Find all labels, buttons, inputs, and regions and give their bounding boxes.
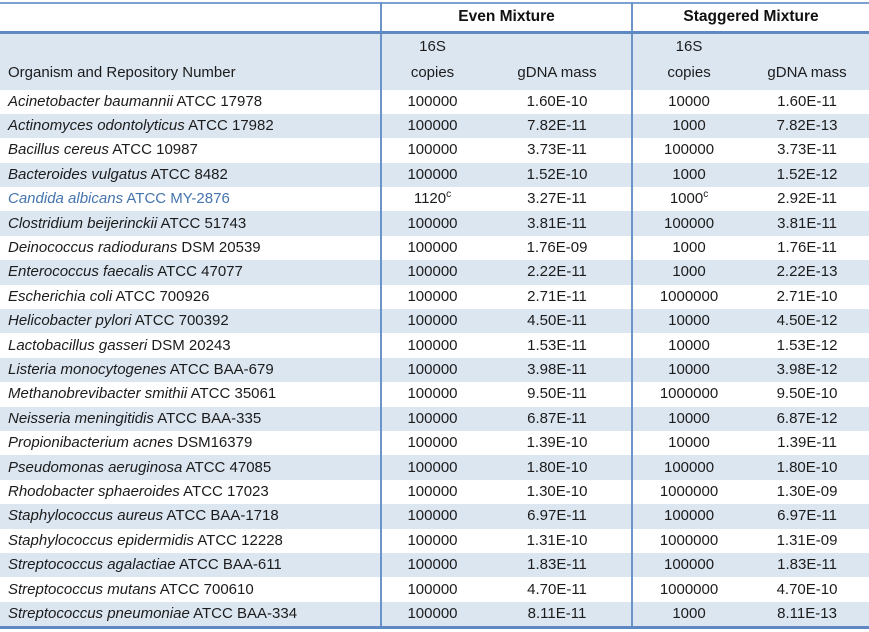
organism-name: Streptococcus agalactiae — [8, 556, 176, 574]
even-copies-cell: 100000 — [381, 382, 483, 406]
organism-id: ATCC BAA-679 — [166, 360, 274, 378]
organism-name: Methanobrevibacter smithii — [8, 385, 188, 403]
organism-name: Staphylococcus epidermidis — [8, 531, 194, 549]
stag-gdna-cell: 1.52E-12 — [776, 165, 838, 183]
organism-name: Streptococcus pneumoniae — [8, 604, 190, 622]
stag-copies-cell: 10000 — [632, 431, 745, 455]
organism-cell — [0, 602, 381, 628]
organism-cell — [0, 163, 381, 187]
stag-copies-cell: 100000 — [632, 553, 745, 577]
organism-id: ATCC 47085 — [182, 458, 272, 476]
organism-id: DSM 20243 — [147, 336, 231, 354]
table-row — [0, 529, 869, 553]
organism-cell — [0, 455, 381, 479]
organism-cell — [0, 187, 381, 211]
even-copies-cell: 100000 — [381, 480, 483, 504]
footnote-marker: c — [703, 189, 709, 201]
table-row — [0, 382, 869, 406]
even-gdna-cell: 4.70E-11 — [527, 580, 587, 598]
stag-copies-cell: 1000 — [632, 114, 745, 138]
stag-gdna-cell: 6.87E-12 — [776, 409, 838, 427]
stag-gdna-cell: 1.83E-11 — [777, 556, 837, 574]
even-copies-cell: 100000 — [381, 529, 483, 553]
organism-name: Lactobacillus gasseri — [8, 336, 148, 354]
stag-gdna-cell: 2.92E-11 — [777, 190, 837, 208]
stag-copies-cell: 100000 — [632, 455, 745, 479]
table-row — [0, 163, 869, 187]
organism-id: ATCC 10987 — [108, 141, 198, 159]
table-row — [0, 333, 869, 357]
organism-id: ATCC 17023 — [179, 482, 269, 500]
even-gdna-cell: 2.71E-11 — [527, 287, 587, 305]
mock-community-table — [0, 2, 869, 629]
even-copies-cell: 100000 — [381, 285, 483, 309]
organism-id: ATCC 700926 — [112, 287, 210, 305]
staggered-16s-copies-header — [632, 32, 745, 90]
even-copies-line: copies — [410, 63, 455, 81]
even-copies-cell: 100000 — [381, 211, 483, 235]
stag-copies-cell: 10000 — [632, 407, 745, 431]
table-row — [0, 602, 869, 628]
table-row — [0, 187, 869, 211]
sub-header-row — [0, 32, 869, 90]
even-gdna-cell: 4.50E-11 — [527, 312, 587, 330]
stag-gdna-cell: 1.80E-10 — [776, 458, 838, 476]
stag-copies-cell: 1000000 — [632, 529, 745, 553]
stag-copies-cell: 1000000 — [632, 480, 745, 504]
even-gdna-cell: 3.73E-11 — [527, 141, 587, 159]
organism-cell — [0, 90, 381, 114]
even-gdna-mass-header: gDNA mass — [517, 63, 597, 81]
organism-id: ATCC 47077 — [153, 263, 243, 281]
even-copies-cell: 100000 — [381, 236, 483, 260]
organism-cell — [0, 114, 381, 138]
stag-copies-cell: 1000 — [632, 236, 745, 260]
table-row — [0, 211, 869, 235]
table-row — [0, 480, 869, 504]
organism-id: ATCC 51743 — [157, 214, 247, 232]
stag-gdna-cell: 1.31E-09 — [776, 531, 838, 549]
even-gdna-cell: 3.81E-11 — [527, 214, 587, 232]
even-copies-cell: 100000 — [381, 333, 483, 357]
even-16s-copies-header — [381, 32, 483, 90]
stag-copies-cell: 1000000 — [632, 382, 745, 406]
even-copies-cell: 100000 — [381, 358, 483, 382]
table-row — [0, 309, 869, 333]
organism-name: Propionibacterium acnes — [8, 434, 174, 452]
stag-copies-cell: 100000 — [632, 138, 745, 162]
staggered-16s-line: 16S — [675, 37, 703, 55]
even-copies-cell: 100000 — [381, 309, 483, 333]
table-row — [0, 114, 869, 138]
stag-copies-cell: 1000 — [632, 260, 745, 284]
organism-name: Helicobacter pylori — [8, 312, 132, 330]
stag-gdna-cell: 1.30E-09 — [776, 482, 838, 500]
organism-cell — [0, 553, 381, 577]
stag-copies-cell: 10000 — [632, 309, 745, 333]
footnote-marker: c — [446, 189, 452, 201]
even-gdna-cell: 1.76E-09 — [526, 239, 588, 257]
organism-cell — [0, 285, 381, 309]
stag-gdna-cell: 7.82E-13 — [776, 117, 838, 135]
organism-cell — [0, 138, 381, 162]
even-16s-line: 16S — [419, 37, 446, 55]
table-row — [0, 260, 869, 284]
organism-name: Listeria monocytogenes — [8, 360, 167, 378]
organism-cell — [0, 260, 381, 284]
staggered-gdna-mass-header: gDNA mass — [767, 63, 847, 81]
organism-id: ATCC 700392 — [131, 312, 229, 330]
stag-gdna-cell: 2.22E-13 — [776, 263, 838, 281]
even-gdna-cell: 7.82E-11 — [527, 117, 587, 135]
organism-name: Enterococcus faecalis — [8, 263, 154, 281]
stag-gdna-cell: 3.73E-11 — [777, 141, 837, 159]
even-gdna-cell: 6.97E-11 — [527, 507, 587, 525]
table-body — [0, 90, 869, 628]
table-row — [0, 553, 869, 577]
organism-name: Escherichia coli — [8, 287, 113, 305]
organism-name: Rhodobacter sphaeroides — [8, 482, 180, 500]
even-copies-cell: 100000 — [381, 163, 483, 187]
even-gdna-cell: 1.30E-10 — [526, 482, 588, 500]
organism-name: Deinococcus radiodurans — [8, 239, 178, 257]
stag-gdna-cell: 4.50E-12 — [776, 312, 838, 330]
organism-id: ATCC 700610 — [156, 580, 254, 598]
organism-cell — [0, 333, 381, 357]
even-gdna-cell: 1.31E-10 — [526, 531, 588, 549]
table-row — [0, 358, 869, 382]
organism-id: ATCC BAA-611 — [175, 556, 282, 574]
organism-cell — [0, 504, 381, 528]
stag-copies-cell: 100000 — [632, 504, 745, 528]
organism-id: ATCC BAA-334 — [189, 604, 298, 622]
staggered-copies-line: copies — [667, 63, 711, 81]
even-copies-cell: 100000 — [381, 260, 483, 284]
table-row — [0, 138, 869, 162]
organism-id: DSM 20539 — [177, 239, 261, 257]
even-gdna-cell: 6.87E-11 — [527, 409, 587, 427]
organism-name: Clostridium beijerinckii — [8, 214, 158, 232]
organism-cell — [0, 431, 381, 455]
table-row — [0, 455, 869, 479]
organism-name: Neisseria meningitidis — [8, 409, 154, 427]
organism-name: Actinomyces odontolyticus — [8, 117, 185, 135]
organism-id: ATCC 35061 — [187, 385, 277, 403]
group-header-even: Even Mixture — [381, 3, 632, 32]
stag-copies-cell: 1000000 — [632, 285, 745, 309]
even-copies-cell: 100000 — [381, 602, 483, 628]
stag-gdna-cell: 8.11E-13 — [777, 604, 837, 622]
organism-cell — [0, 358, 381, 382]
stag-copies-cell: 1000 — [632, 602, 745, 628]
group-header-row — [0, 3, 869, 32]
stag-copies-cell: 10000 — [632, 90, 745, 114]
organism-name: Streptococcus mutans — [8, 580, 157, 598]
organism-cell — [0, 236, 381, 260]
stag-copies-cell: 10000 — [632, 333, 745, 357]
organism-id: ATCC 12228 — [193, 531, 283, 549]
organism-name: Candida albicans — [8, 190, 124, 208]
organism-cell — [0, 407, 381, 431]
even-gdna-cell: 1.83E-11 — [527, 556, 587, 574]
stag-copies-cell: 1000$^c$ — [632, 187, 745, 211]
stag-gdna-cell: 1.76E-11 — [777, 239, 837, 257]
even-copies-cell: 100000 — [381, 138, 483, 162]
organism-name: Bacillus cereus — [8, 141, 109, 159]
group-header-staggered: Staggered Mixture — [632, 3, 869, 32]
organism-id: ATCC 8482 — [147, 165, 228, 183]
table-row — [0, 407, 869, 431]
even-gdna-cell: 2.22E-11 — [527, 263, 587, 281]
even-gdna-cell: 9.50E-11 — [527, 385, 587, 403]
table-row — [0, 90, 869, 114]
organism-id: ATCC 17978 — [173, 92, 263, 110]
stag-gdna-cell: 4.70E-10 — [776, 580, 838, 598]
organism-id: ATCC BAA-335 — [153, 409, 262, 427]
stag-gdna-cell: 1.53E-12 — [776, 336, 838, 354]
even-gdna-cell: 8.11E-11 — [527, 604, 587, 622]
organism-id: ATCC BAA-1718 — [163, 507, 279, 525]
even-copies-cell: 100000 — [381, 90, 483, 114]
stag-gdna-cell: 2.71E-10 — [776, 287, 838, 305]
even-copies-cell: 1120$^c$ — [381, 187, 483, 211]
even-gdna-cell: 3.98E-11 — [527, 360, 587, 378]
table-row — [0, 236, 869, 260]
even-gdna-cell: 1.80E-10 — [526, 458, 588, 476]
stag-copies-cell: 100000 — [632, 211, 745, 235]
table-row — [0, 285, 869, 309]
even-gdna-cell: 1.60E-10 — [526, 92, 588, 110]
group-header-spacer — [0, 3, 381, 32]
even-gdna-cell: 1.52E-10 — [526, 165, 588, 183]
table-row — [0, 431, 869, 455]
organism-cell — [0, 211, 381, 235]
stag-gdna-cell: 9.50E-10 — [776, 385, 838, 403]
even-copies-cell: 100000 — [381, 431, 483, 455]
organism-id: ATCC MY-2876 — [123, 190, 230, 208]
even-gdna-cell: 3.27E-11 — [527, 190, 587, 208]
organism-cell — [0, 309, 381, 333]
table-row — [0, 577, 869, 601]
organism-column-header: Organism and Repository Number — [8, 63, 236, 81]
table-row — [0, 504, 869, 528]
organism-cell — [0, 577, 381, 601]
even-copies-cell: 100000 — [381, 504, 483, 528]
stag-gdna-cell: 3.81E-11 — [777, 214, 837, 232]
stag-copies-cell: 1000000 — [632, 577, 745, 601]
even-copies-cell: 100000 — [381, 114, 483, 138]
stag-gdna-cell: 3.98E-12 — [776, 360, 838, 378]
organism-id: DSM16379 — [173, 434, 253, 452]
stag-copies-cell: 10000 — [632, 358, 745, 382]
organism-cell — [0, 529, 381, 553]
even-gdna-cell: 1.53E-11 — [527, 336, 587, 354]
organism-cell — [0, 480, 381, 504]
organism-cell — [0, 382, 381, 406]
organism-name: Bacteroides vulgatus — [8, 165, 148, 183]
organism-id: ATCC 17982 — [184, 117, 274, 135]
even-copies-cell: 100000 — [381, 577, 483, 601]
even-gdna-cell: 1.39E-10 — [526, 434, 588, 452]
even-copies-cell: 100000 — [381, 553, 483, 577]
stag-gdna-cell: 1.60E-11 — [777, 92, 837, 110]
organism-name: Pseudomonas aeruginosa — [8, 458, 183, 476]
organism-name: Acinetobacter baumannii — [8, 92, 174, 110]
organism-name: Staphylococcus aureus — [8, 507, 164, 525]
even-copies-cell: 100000 — [381, 455, 483, 479]
even-copies-cell: 100000 — [381, 407, 483, 431]
stag-copies-cell: 1000 — [632, 163, 745, 187]
stag-gdna-cell: 1.39E-11 — [777, 434, 837, 452]
stag-gdna-cell: 6.97E-11 — [777, 507, 837, 525]
